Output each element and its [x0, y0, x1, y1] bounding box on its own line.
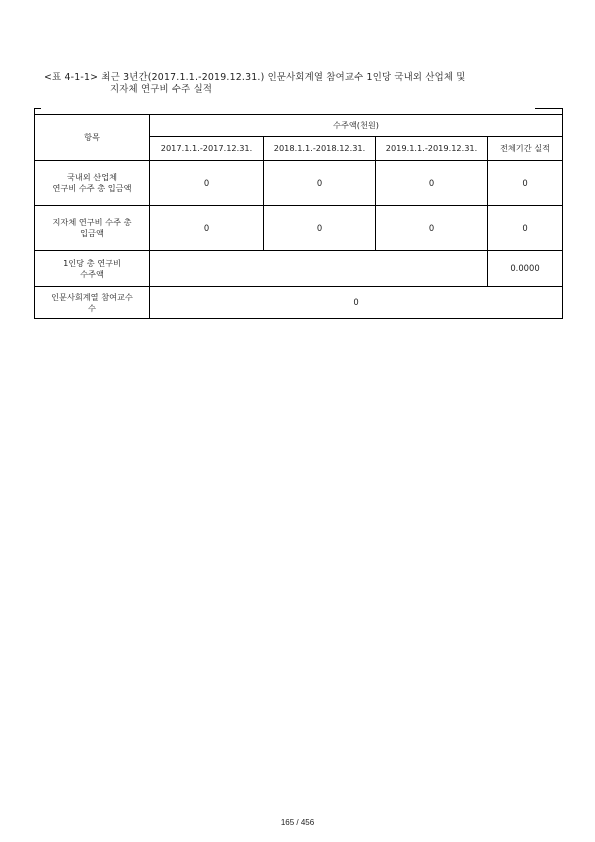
row-label-local-gov: 지자체 연구비 수주 총 입금액	[35, 206, 150, 251]
value-cell: 0	[376, 206, 488, 251]
table-header-row	[35, 115, 563, 137]
row-label-professors: 인문사회계열 참여교수 수	[35, 287, 150, 319]
table-row-per-capita	[35, 251, 563, 287]
table-row-local-gov	[35, 206, 563, 251]
table-caption	[44, 72, 564, 95]
value-cell: 0	[150, 206, 264, 251]
row-label-industry: 국내외 산업체 연구비 수주 총 입금액	[35, 161, 150, 206]
research-funding-table	[34, 114, 563, 319]
value-cell: 0	[488, 206, 563, 251]
period-total: 전체기간 실적	[488, 137, 563, 161]
header-item-cell: 항목	[35, 115, 150, 161]
period-2019: 2019.1.1.-2019.12.31.	[376, 137, 488, 161]
caption-line-2: 지자체 연구비 수주 실적	[110, 83, 213, 95]
period-2017: 2017.1.1.-2017.12.31.	[150, 137, 264, 161]
table-row-professors	[35, 287, 563, 319]
value-cell: 0	[488, 161, 563, 206]
caption-line-1: <표 4-1-1> 최근 3년간(2017.1.1.-2019.12.31.) 인문사회계열 참여교수 1인당 국내외 산업체 및	[44, 72, 466, 83]
header-amount-cell: 수주액(천원)	[150, 115, 563, 137]
page-number: 165 / 456	[280, 818, 315, 827]
value-cell: 0	[376, 161, 488, 206]
value-cell: 0	[264, 206, 376, 251]
empty-merged-cell	[150, 251, 488, 287]
value-cell: 0	[150, 161, 264, 206]
table-row-industry	[35, 161, 563, 206]
period-2018: 2018.1.1.-2018.12.31.	[264, 137, 376, 161]
row-label-per-capita: 1인당 총 연구비 수주액	[35, 251, 150, 287]
value-cell-professors: 0	[150, 287, 563, 319]
value-cell: 0	[264, 161, 376, 206]
value-cell-total: 0.0000	[488, 251, 563, 287]
